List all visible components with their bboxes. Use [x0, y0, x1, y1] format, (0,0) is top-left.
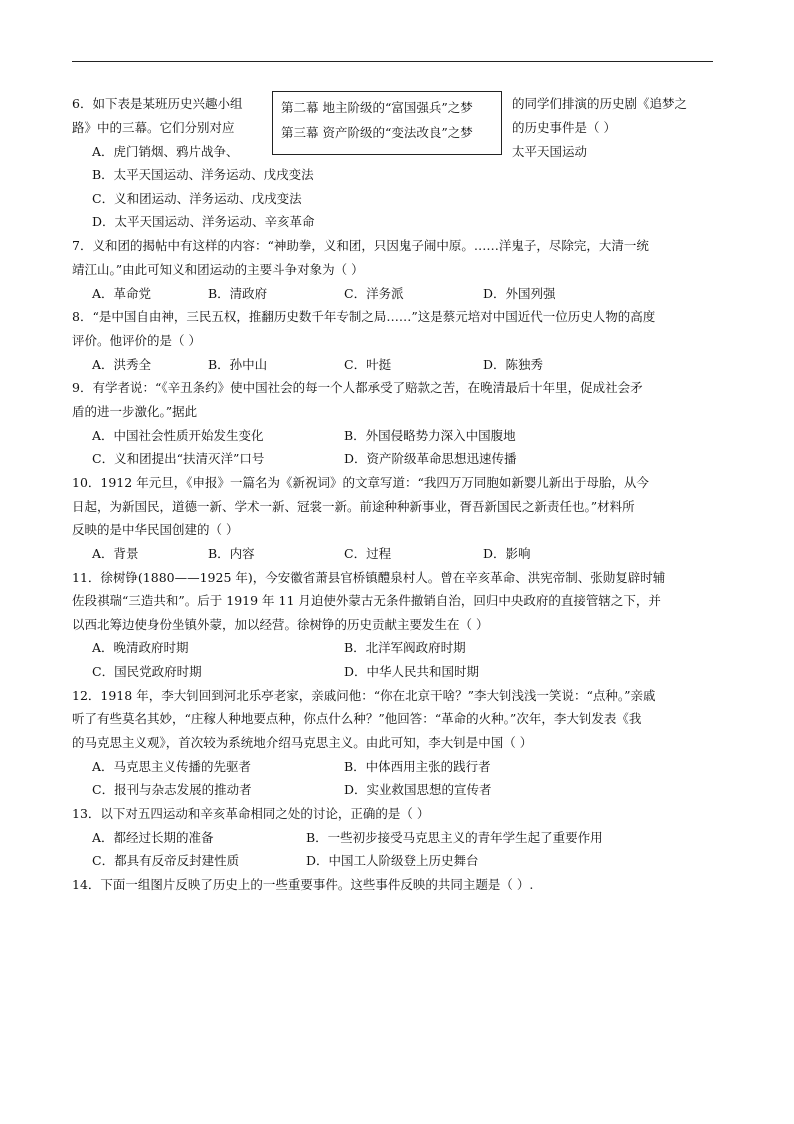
- q6-scene-3: 第三幕 资产阶级的“变法改良”之梦: [281, 125, 473, 140]
- q13-option-d: D．中国工人阶级登上历史舞台: [306, 853, 479, 868]
- q10-stem-line-3: 反映的是中华民国创建的（ ）: [72, 522, 239, 537]
- q14-stem-line-1: 14．下面一组图片反映了历史上的一些重要事件。这些事件反映的共同主题是（ ）.: [72, 877, 534, 892]
- q6-option-b: B．太平天国运动、洋务运动、戊戌变法: [92, 167, 314, 182]
- q12-stem-line-3: 的马克思主义观》，首次较为系统地介绍马克思主义。由此可知，李大钊是中国（ ）: [72, 735, 533, 750]
- q6-option-d: D．太平天国运动、洋务运动、辛亥革命: [92, 214, 315, 229]
- q6-option-a-cont: 太平天国运动: [512, 144, 588, 159]
- q7-stem-line-1: 7．义和团的揭帖中有这样的内容：“神助拳，义和团，只因鬼子闹中原。……洋鬼子，尽除完，大清一统: [72, 238, 649, 253]
- q12-option-a: A．马克思主义传播的先驱者: [92, 759, 252, 774]
- q6-stem-line-1: 6．如下表是某班历史兴趣小组: [72, 96, 243, 111]
- q8-option-c: C．叶挺: [344, 357, 392, 372]
- q10-option-c: C．过程: [344, 546, 392, 561]
- q9-option-c: C．义和团提出“扶清灭洋”口号: [92, 451, 265, 466]
- q6-option-c: C．义和团运动、洋务运动、戊戌变法: [92, 191, 302, 206]
- q7-stem-line-2: 靖江山。”由此可知义和团运动的主要斗争对象为（ ）: [72, 262, 364, 277]
- q9-stem-line-2: 盾的进一步激化。”据此: [72, 404, 198, 419]
- q10-option-a: A．背景: [92, 546, 139, 561]
- q8-option-d: D．陈独秀: [483, 357, 544, 372]
- q11-stem-line-2: 佐段祺瑞“三造共和”。后于 1919 年 11 月迫使外蒙古无条件撤销自治，回归中央政府的直接管辖之下，并: [72, 593, 661, 608]
- q11-stem-line-1: 11．徐树铮(1880——1925 年)，今安徽省萧县官桥镇醴泉村人。曾在辛亥革命、洪宪帝制、张勋复辟时辅: [72, 570, 666, 585]
- q11-option-a: A．晚清政府时期: [92, 640, 189, 655]
- q11-option-b: B．北洋军阀政府时期: [344, 640, 466, 655]
- q13-stem-line-1: 13．以下对五四运动和辛亥革命相同之处的讨论，正确的是（ ）: [72, 806, 430, 821]
- q6-stem-line-2: 路》中的三幕。它们分别对应: [72, 120, 235, 135]
- q12-option-c: C．报刊与杂志发展的推动者: [92, 782, 252, 797]
- q6-stem-right-1: 的同学们排演的历史剧《追梦之: [512, 96, 688, 111]
- q6-scene-2: 第二幕 地主阶级的“富国强兵”之梦: [281, 100, 473, 115]
- q12-stem-line-1: 12．1918 年，李大钊回到河北乐亭老家，亲戚问他：“你在北京干啥？”李大钊浅浅一笑说：“点种。”亲戚: [72, 688, 656, 703]
- q10-option-d: D．影响: [483, 546, 531, 561]
- q6-option-a: A．虎门销烟、鸦片战争、: [92, 144, 239, 159]
- q7-option-c: C．洋务派: [344, 286, 404, 301]
- q9-option-b: B．外国侵略势力深入中国腹地: [344, 428, 516, 443]
- q12-option-b: B．中体西用主张的践行者: [344, 759, 491, 774]
- q8-stem-line-1: 8．“是中国自由神，三民五权，推翻历史数千年专制之局……”这是蔡元培对中国近代一位历史人物的高度: [72, 309, 656, 324]
- q13-option-b: B．一些初步接受马克思主义的青年学生起了重要作用: [306, 830, 603, 845]
- q7-option-a: A．革命党: [92, 286, 152, 301]
- q13-option-a: A．都经过长期的准备: [92, 830, 214, 845]
- q10-stem-line-1: 10．1912 年元旦，《申报》一篇名为《新祝词》的文章写道：“我四万万同胞如新婴儿新出于母胎，从今: [72, 475, 649, 490]
- q13-option-c: C．都具有反帝反封建性质: [92, 853, 240, 868]
- q10-option-b: B．内容: [208, 546, 255, 561]
- q8-stem-line-2: 评价。他评价的是（ ）: [72, 333, 201, 348]
- q7-option-d: D．外国列强: [483, 286, 556, 301]
- q12-option-d: D．实业救国思想的宣传者: [344, 782, 492, 797]
- q11-option-d: D．中华人民共和国时期: [344, 664, 480, 679]
- header-rule: [72, 61, 713, 62]
- q11-stem-line-3: 以西北筹边使身份坐镇外蒙，加以经营。徐树铮的历史贡献主要发生在（ ）: [72, 617, 489, 632]
- q10-stem-line-2: 日起，为新国民，道德一新、学术一新、冠裳一新。前途种种新事业，胥吾新国民之新责任也。”材料所: [72, 499, 635, 514]
- q7-option-b: B．清政府: [208, 286, 268, 301]
- q9-stem-line-1: 9．有学者说：“《辛丑条约》使中国社会的每一个人都承受了赔款之苦，在晚清最后十年里，促成社会矛: [72, 380, 643, 395]
- q8-option-b: B．孙中山: [208, 357, 268, 372]
- q6-scene-table: [272, 91, 502, 155]
- q12-stem-line-2: 听了有些莫名其妙，“庄稼人种地要点种，你点什么种？”他回答：“革命的火种。”次年，李大钊发表《我: [72, 711, 642, 726]
- q9-option-d: D．资产阶级革命思想迅速传播: [344, 451, 517, 466]
- q8-option-a: A．洪秀全: [92, 357, 152, 372]
- q9-option-a: A．中国社会性质开始发生变化: [92, 428, 264, 443]
- q6-stem-right-2: 的历史事件是（ ）: [512, 120, 616, 135]
- q11-option-c: C．国民党政府时期: [92, 664, 202, 679]
